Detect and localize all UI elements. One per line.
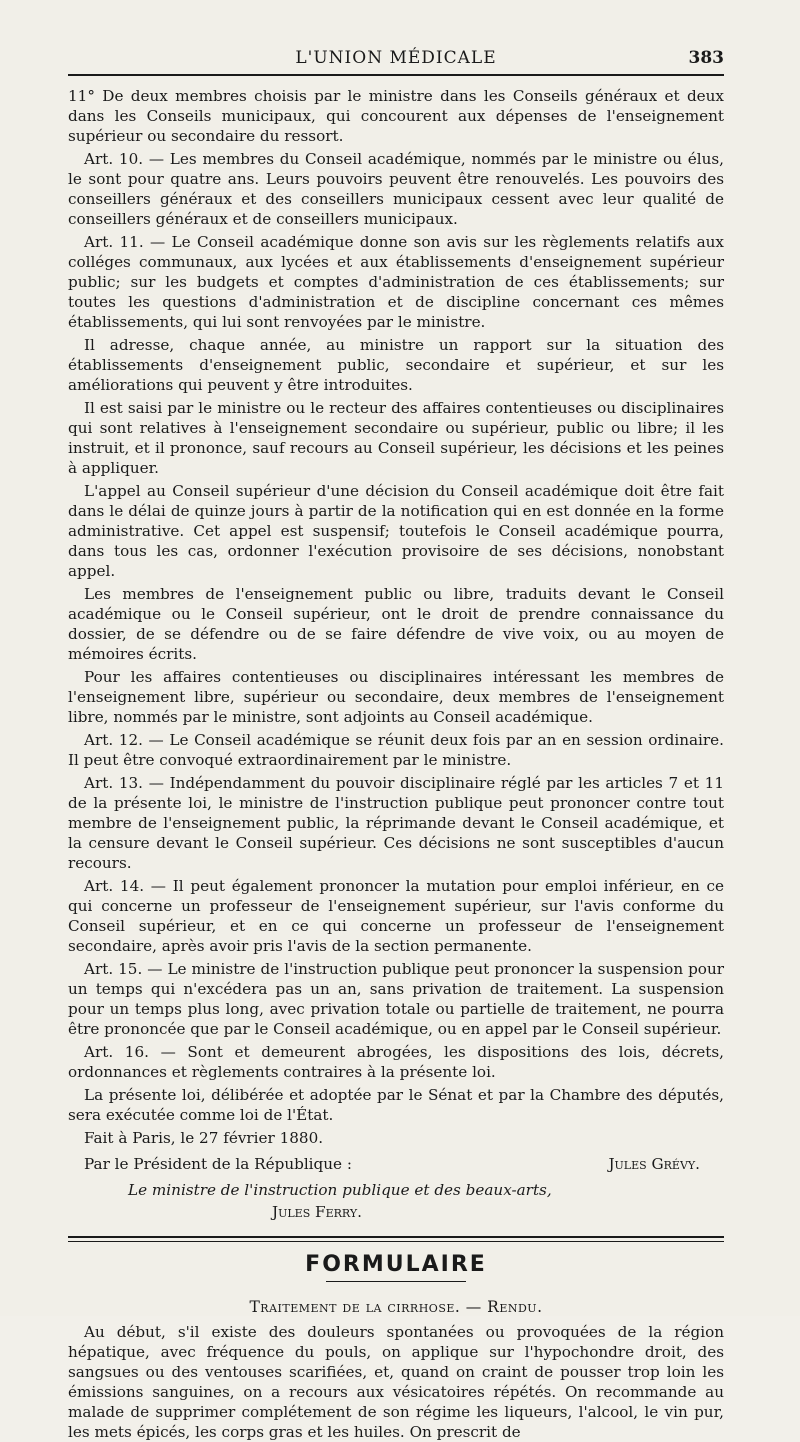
paragraph: Pour les affaires contentieuses ou disciplinaires intéressant les membres de l'enseignement libre, supérieur ou secondaire, deux membres de l'enseignement libre, nommés par le ministre, sont adjoints au Conseil académique.	[68, 668, 724, 726]
paragraph: Au début, s'il existe des douleurs spontanées ou provoquées de la région hépatique, avec fréquence du pouls, on applique sur l'hypochondre droit, des sangsues ou des ventouses scarifiées, et, quand on craint de pousser trop loin les émissions sanguines, on a recours aux vésicatoires répétés. On recommande au malade de supprimer complétement de son régime les liqueurs, l'alcool, le vin pur, les mets épicés, les corps gras et les huiles. On prescrit de	[68, 1323, 724, 1441]
paragraph: Il est saisi par le ministre ou le recteur des affaires contentieuses ou disciplinaires qui sont relatives à l'enseignement secondaire ou supérieur, public ou libre; il les instruit, et il prononce, sauf recours au Conseil supérieur, les décisions et les peines à appliquer.	[68, 399, 724, 477]
subsection-heading: Traitement de la cirrhose. — Rendu.	[249, 1298, 543, 1316]
by-president-line: Par le Président de la République :	[84, 1155, 352, 1173]
paragraph: Art. 11. — Le Conseil académique donne son avis sur les règlements relatifs aux colléges communaux, aux lycées et aux établissements d'enseignement supérieur public; sur les budgets et comptes d'administration de ces établissements; sur toutes les questions d'administration et de discipline concernant ces mêmes établissements, qui lui sont renvoyées par le ministre.	[68, 233, 724, 331]
journal-title: L'UNION MÉDICALE	[295, 48, 497, 68]
paragraph: 11° De deux membres choisis par le ministre dans les Conseils généraux et deux dans les Conseils municipaux, qui concourent aux dépenses de l'enseignement supérieur ou secondaire du ressort.	[68, 87, 724, 145]
paragraph: Art. 16. — Sont et demeurent abrogées, les dispositions des lois, décrets, ordonnances et règlements contraires à la présente loi.	[68, 1043, 724, 1081]
paragraph: Il adresse, chaque année, au ministre un rapport sur la situation des établissements d'enseignement public, secondaire et supérieur, et sur les améliorations qui peuvent y être introduites.	[68, 336, 724, 394]
paragraph: Art. 12. — Le Conseil académique se réunit deux fois par an en session ordinaire. Il peut être convoqué extraordinairement par le ministre.	[68, 731, 724, 769]
heading-underline	[326, 1281, 466, 1282]
paragraph: L'appel au Conseil supérieur d'une décision du Conseil académique doit être fait dans le délai de quinze jours à partir de la notification qui en est donnée en la forme administrative. Cet appel est suspensif; toutefois le Conseil académique pourra, dans tous les cas, ordonner l'exécution provisoire de ses décisions, nonobstant appel.	[68, 482, 724, 580]
page-number: 383	[688, 48, 724, 68]
paragraph: Les membres de l'enseignement public ou libre, traduits devant le Conseil académique ou le Conseil supérieur, ont le droit de prendre connaissance du dossier, de se défendre ou de se faire défendre de vive voix, ou au moyen de mémoires écrits.	[68, 585, 724, 663]
paragraph: Art. 10. — Les membres du Conseil académique, nommés par le ministre ou élus, le sont pour quatre ans. Leurs pouvoirs peuvent être renouvelés. Les pouvoirs des conseillers généraux et des conseillers municipaux cessent avec leur qualité de conseillers généraux et de conseillers municipaux.	[68, 150, 724, 228]
section-divider	[68, 1236, 724, 1242]
minister-title: Le ministre de l'instruction publique et des beaux-arts,	[128, 1181, 552, 1199]
paragraph: Fait à Paris, le 27 février 1880.	[84, 1129, 324, 1147]
running-header	[68, 40, 724, 76]
president-signature: Jules Grévy.	[608, 1155, 700, 1173]
paragraph: Art. 15. — Le ministre de l'instruction publique peut prononcer la suspension pour un temps qui n'excédera pas un an, sans privation de traitement. La suspension pour un temps plus long, avec privation totale ou partielle de traitement, ne pourra être prononcée que par le Conseil académique, ou en appel par le Conseil supérieur.	[68, 960, 724, 1038]
paragraph: Art. 13. — Indépendamment du pouvoir disciplinaire réglé par les articles 7 et 11 de la présente loi, le ministre de l'instruction publique peut prononcer contre tout membre de l'enseignement public, la réprimande devant le Conseil académique, et la censure devant le Conseil supérieur. Ces décisions ne sont susceptibles d'aucun recours.	[68, 774, 724, 872]
paragraph: Art. 14. — Il peut également prononcer la mutation pour emploi inférieur, en ce qui concerne un professeur de l'enseignement supérieur, sur l'avis conforme du Conseil supérieur, et en ce qui concerne un professeur de l'enseignement secondaire, après avoir pris l'avis de la section permanente.	[68, 877, 724, 955]
article-body	[68, 86, 724, 1442]
section-heading: FORMULAIRE	[305, 1252, 487, 1277]
minister-signature: Jules Ferry.	[272, 1203, 362, 1221]
paragraph: La présente loi, délibérée et adoptée par le Sénat et par la Chambre des députés, sera exécutée comme loi de l'État.	[68, 1086, 724, 1124]
signature-row	[68, 1154, 724, 1176]
